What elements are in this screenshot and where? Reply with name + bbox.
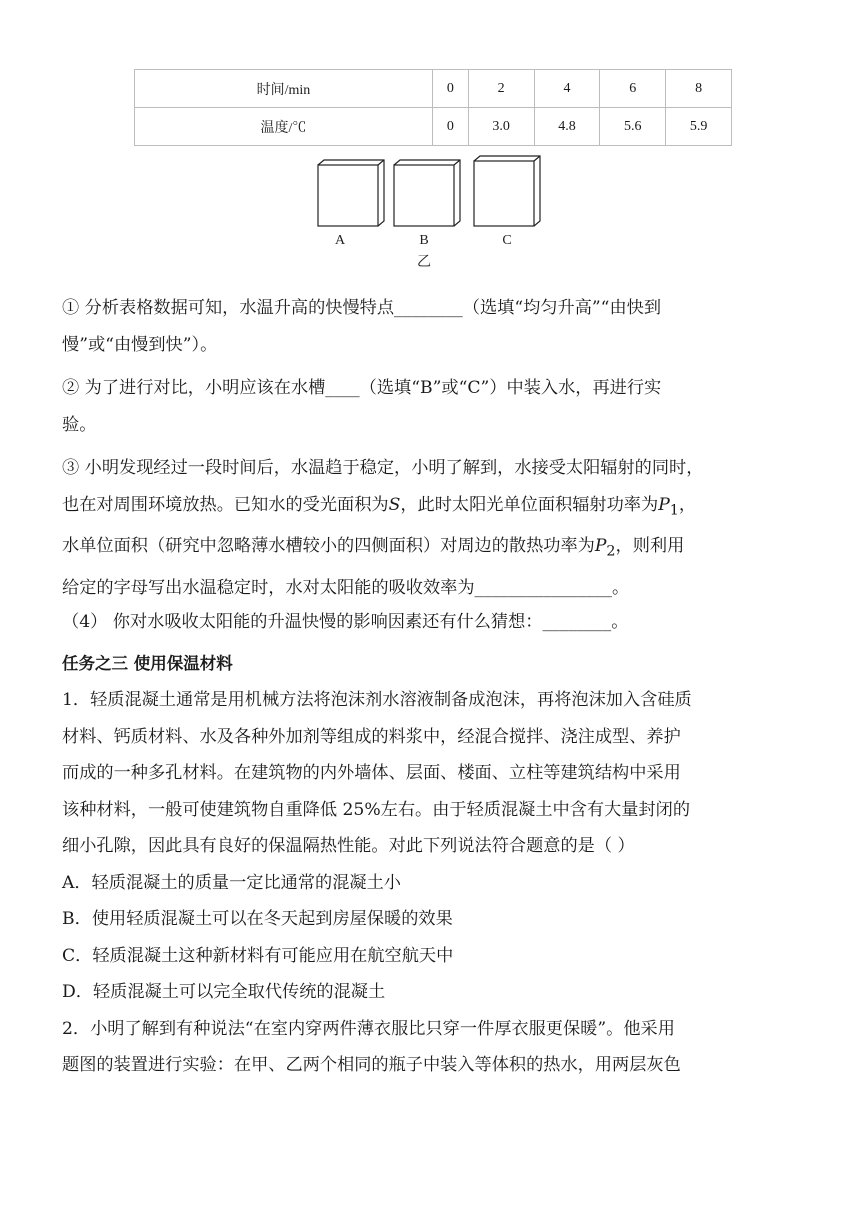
text-line: ② 为了进行对比，小明应该在水槽____（选填“B”或“C”）中装入水，再进行实: [62, 378, 662, 398]
variable-p1: P: [658, 494, 670, 515]
text-span: ，则利用: [615, 536, 685, 557]
figure-caption: 乙: [417, 254, 431, 270]
text-line: [62, 487, 802, 529]
tank-b: [394, 160, 460, 226]
tank-c: [474, 156, 540, 226]
figure-label-c: C: [502, 233, 512, 248]
table-cell: 2: [468, 70, 534, 108]
table-cell: 时间/min: [135, 70, 433, 108]
text-line: （4） 你对水吸收太阳能的升温快慢的影响因素还有什么猜想：________。: [62, 612, 629, 632]
table-cell: 5.6: [600, 108, 666, 146]
table-cell: 0: [432, 70, 468, 108]
figure-label-a: A: [334, 233, 346, 248]
option-b: B．使用轻质混凝土可以在冬天起到房屋保暖的效果: [62, 909, 453, 929]
question-1: [62, 290, 802, 363]
question-2: [62, 370, 802, 443]
table-cell: 0: [432, 108, 468, 146]
tank-figure: [310, 152, 550, 274]
table-cell: 4: [534, 70, 600, 108]
figure-label-b: B: [419, 233, 429, 248]
text-line: ① 分析表格数据可知，水温升高的快慢特点________（选填“均匀升高”“由快到: [62, 298, 662, 318]
text-line: 给定的字母写出水温稳定时，水对太阳能的吸收效率为________________。: [62, 578, 630, 599]
table-cell: 温度/℃: [135, 108, 433, 146]
text-line: 慢”或“由慢到快”）。: [62, 334, 218, 355]
text-line: 2．小明了解到有种说法“在室内穿两件薄衣服比只穿一件厚衣服更保暖”。他采用: [62, 1018, 675, 1039]
option-d: D．轻质混凝土可以完全取代传统的混凝土: [62, 982, 386, 1002]
text-span: 也在对周围环境放热。已知水的受光面积为: [62, 494, 389, 515]
section-heading: 任务之三 使用保温材料: [62, 654, 233, 673]
problem-1: [62, 682, 802, 1084]
subscript-1: 1: [669, 501, 679, 518]
text-line: [62, 528, 802, 570]
option-c: C．轻质混凝土这种新材料有可能应用在航空航天中: [62, 945, 454, 966]
text-line: 细小孔隙，因此具有良好的保温隔热性能。对此下列说法符合题意的是（ ）: [62, 836, 635, 856]
table-cell: 6: [600, 70, 666, 108]
variable-p2: P: [594, 536, 607, 557]
text-span: ，此时太阳光单位面积辐射功率为: [400, 494, 659, 515]
text-span: ，: [678, 494, 697, 515]
question-3: [62, 450, 802, 607]
text-line: ③ 小明发现经过一段时间后，水温趋于稳定，小明了解到，水接受太阳辐射的同时，: [62, 458, 704, 478]
option-a: A．轻质混凝土的质量一定比通常的混凝土小: [62, 872, 401, 893]
text-line: 1．轻质混凝土通常是用机械方法将泡沫剂水溶液制备成泡沫，再将泡沫加入含硅质: [62, 690, 692, 710]
table-row: [135, 108, 732, 146]
table-cell: 8: [666, 70, 732, 108]
table-cell: 5.9: [666, 108, 732, 146]
subscript-2: 2: [606, 543, 616, 560]
table-cell: 4.8: [534, 108, 600, 146]
text-line: 题图的装置进行实验：在甲、乙两个相同的瓶子中装入等体积的热水，用两层灰色: [62, 1055, 681, 1075]
variable-s: S: [388, 494, 401, 515]
text-line: 该种材料，一般可使建筑物自重降低 25%左右。由于轻质混凝土中含有大量封闭的: [62, 799, 691, 820]
table-row: [135, 70, 732, 108]
text-line: 而成的一种多孔材料。在建筑物的内外墙体、层面、楼面、立柱等建筑结构中采用: [62, 763, 681, 783]
temperature-table: [134, 69, 732, 146]
text-line: 验。: [62, 414, 97, 435]
question-4: [62, 604, 802, 641]
table-cell: 3.0: [468, 108, 534, 146]
text-span: 水单位面积（研究中忽略薄水槽较小的四侧面积）对周边的散热功率为: [62, 536, 595, 557]
tank-a: [318, 160, 384, 226]
text-line: 材料、钙质材料、水及各种外加剂等组成的料浆中，经混合搅拌、浇注成型、养护: [62, 726, 681, 747]
